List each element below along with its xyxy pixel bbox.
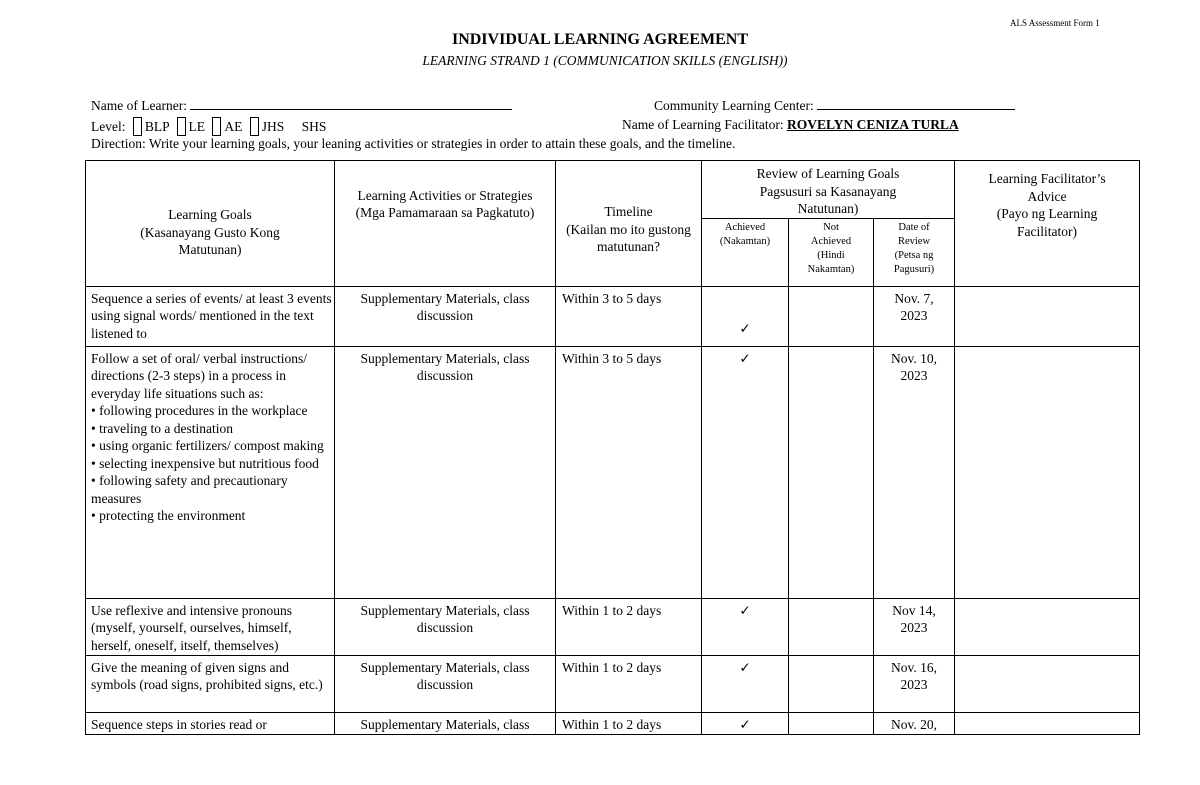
- achieved-check: ✓: [702, 712, 789, 734]
- header-date-of-review: Date of Review (Petsa ng Pagusuri): [874, 218, 955, 286]
- table-row: [86, 286, 1140, 346]
- header-timeline: Timeline (Kailan mo ito gustong matutunan?: [556, 161, 702, 287]
- learner-name-label: Name of Learner:: [91, 98, 187, 113]
- level-option-jhs: JHS: [261, 119, 285, 134]
- learning-agreement-table: [85, 160, 1140, 735]
- facilitator-label: Name of Learning Facilitator:: [622, 117, 784, 132]
- level-checkbox-blp[interactable]: [133, 117, 142, 136]
- level-row: [91, 117, 326, 136]
- goal-cell: Give the meaning of given signs and symbols (road signs, prohibited signs, etc.): [86, 655, 335, 712]
- goal-cell: Follow a set of oral/ verbal instructions/ directions (2-3 steps) in a process in everyday life situations such as: • following procedures in the workplace • traveling to a destination • using organic fertilizers/ compost making • selecting inexpensive but nutritious food • following safety and precautionary measures • protecting the environment: [86, 346, 335, 598]
- review-date-cell: Nov. 20,: [874, 712, 955, 734]
- document-title: INDIVIDUAL LEARNING AGREEMENT: [451, 31, 749, 48]
- level-checkbox-jhs[interactable]: [250, 117, 259, 136]
- activity-cell: Supplementary Materials, class discussion: [335, 598, 556, 655]
- advice-cell[interactable]: [955, 712, 1140, 734]
- header-learning-goals: Learning Goals (Kasanayang Gusto Kong Matutunan): [86, 161, 335, 287]
- header-achieved: Achieved (Nakamtan): [702, 218, 789, 286]
- form-id-label: ALS Assessment Form 1: [1010, 18, 1100, 28]
- achieved-check: ✓: [702, 346, 789, 598]
- timeline-cell: Within 3 to 5 days: [556, 346, 702, 598]
- clc-label: Community Learning Center:: [654, 98, 814, 113]
- level-option-le: LE: [188, 119, 205, 134]
- clc-row: [654, 96, 1015, 114]
- activity-cell: Supplementary Materials, class: [335, 712, 556, 734]
- header-not-achieved: Not Achieved (Hindi Nakamtan): [789, 218, 874, 286]
- facilitator-name: ROVELYN CENIZA TURLA: [786, 117, 959, 132]
- timeline-cell: Within 1 to 2 days: [556, 712, 702, 734]
- activity-cell: Supplementary Materials, class discussion: [335, 655, 556, 712]
- review-date-cell: Nov. 7, 2023: [874, 286, 955, 346]
- level-option-blp: BLP: [144, 119, 170, 134]
- level-option-shs: SHS: [301, 119, 327, 134]
- timeline-cell: Within 1 to 2 days: [556, 655, 702, 712]
- learner-name-field[interactable]: [190, 96, 512, 110]
- activity-cell: Supplementary Materials, class discussion: [335, 286, 556, 346]
- goal-cell: Sequence a series of events/ at least 3 events using signal words/ mentioned in the text listened to: [86, 286, 335, 346]
- timeline-cell: Within 3 to 5 days: [556, 286, 702, 346]
- not-achieved-cell: [789, 286, 874, 346]
- advice-cell[interactable]: [955, 655, 1140, 712]
- facilitator-row: [622, 117, 959, 133]
- not-achieved-cell: [789, 655, 874, 712]
- not-achieved-cell: [789, 346, 874, 598]
- achieved-check: ✓: [702, 655, 789, 712]
- review-date-cell: Nov. 16, 2023: [874, 655, 955, 712]
- level-checkbox-ae[interactable]: [212, 117, 221, 136]
- header-facilitator-advice: Learning Facilitator’s Advice (Payo ng Learning Facilitator): [955, 161, 1140, 287]
- table-row: [86, 655, 1140, 712]
- header-learning-activities: Learning Activities or Strategies (Mga Pamamaraan sa Pagkatuto): [335, 161, 556, 287]
- learner-name-row: [91, 96, 512, 114]
- direction-text: Direction: Write your learning goals, your leaning activities or strategies in order to attain these goals, and the timeline.: [91, 136, 736, 151]
- advice-cell[interactable]: [955, 598, 1140, 655]
- level-checkbox-le[interactable]: [177, 117, 186, 136]
- not-achieved-cell: [789, 712, 874, 734]
- clc-field[interactable]: [817, 96, 1015, 110]
- not-achieved-cell: [789, 598, 874, 655]
- document-subtitle: LEARNING STRAND 1 (COMMUNICATION SKILLS (ENGLISH)): [422, 53, 788, 68]
- achieved-check: ✓: [702, 286, 789, 346]
- goal-cell: Sequence steps in stories read or: [86, 712, 335, 734]
- review-date-cell: Nov. 10, 2023: [874, 346, 955, 598]
- level-option-ae: AE: [224, 119, 243, 134]
- advice-cell[interactable]: [955, 346, 1140, 598]
- table-row: [86, 712, 1140, 734]
- timeline-cell: Within 1 to 2 days: [556, 598, 702, 655]
- advice-cell[interactable]: [955, 286, 1140, 346]
- table-row: [86, 346, 1140, 598]
- header-review-of-learning-goals: Review of Learning Goals Pagsusuri sa Kasanayang Natutunan): [702, 161, 955, 219]
- table-row: [86, 598, 1140, 655]
- review-date-cell: Nov 14, 2023: [874, 598, 955, 655]
- activity-cell: Supplementary Materials, class discussion: [335, 346, 556, 598]
- goal-cell: Use reflexive and intensive pronouns (myself, yourself, ourselves, himself, herself, oneself, itself, themselves): [86, 598, 335, 655]
- achieved-check: ✓: [702, 598, 789, 655]
- level-label: Level:: [91, 119, 126, 134]
